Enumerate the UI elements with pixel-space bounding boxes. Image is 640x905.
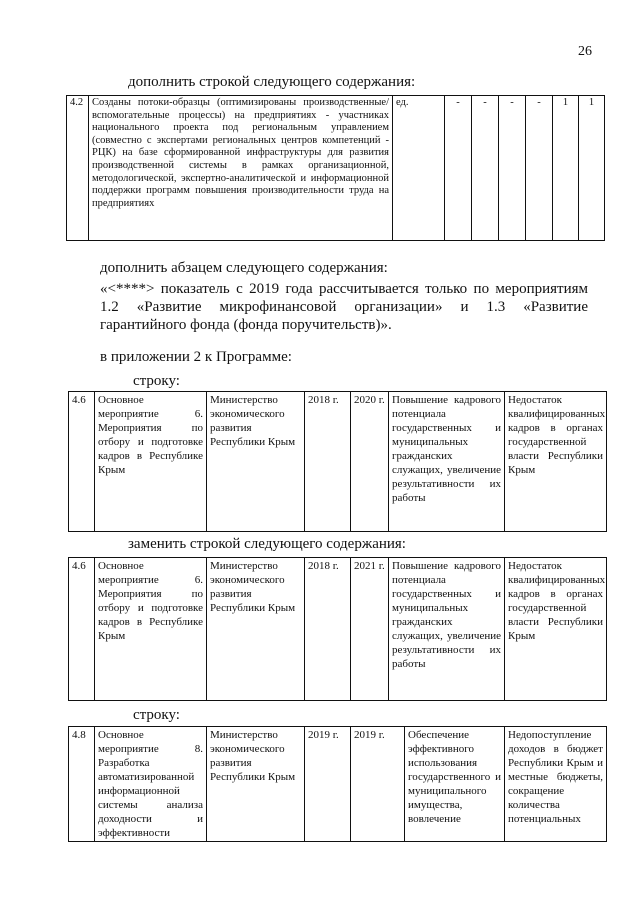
executor: Министерство экономического развития Республики Крым bbox=[207, 392, 305, 532]
indicator-number: 4.2 bbox=[67, 96, 89, 241]
start-year: 2018 г. bbox=[305, 558, 351, 701]
indicator-value: 1 bbox=[553, 96, 579, 241]
program-row-table-old bbox=[68, 391, 607, 532]
footnote-paragraph: «<****> показатель с 2019 года рассчитывается только по мероприятиям 1.2 «Развитие микрофинансовой организации» и 1.3 «Развитие гарантийного фонда (фонда поручительств)». bbox=[100, 281, 588, 333]
consequence: Недостаток квалифицированных кадров в органах государственной власти Республики Крым bbox=[505, 392, 607, 532]
executor: Министерство экономического развития Республики Крым bbox=[207, 727, 305, 842]
event-name: Основное мероприятие 8. Разработка автоматизированной информационной системы анализа доходности и эффективности bbox=[95, 727, 207, 842]
indicator-value: - bbox=[472, 96, 499, 241]
expected-result: Обеспечение эффективного использования государственного и муниципального имущества, вовлечение bbox=[405, 727, 505, 842]
executor: Министерство экономического развития Республики Крым bbox=[207, 558, 305, 701]
end-year: 2019 г. bbox=[351, 727, 405, 842]
row-number: 4.6 bbox=[69, 558, 95, 701]
indicator-value: - bbox=[445, 96, 472, 241]
expected-result: Повышение кадрового потенциала государственных и муниципальных гражданских служащих, увеличение результативности их работы bbox=[389, 392, 505, 532]
indicator-unit: ед. bbox=[393, 96, 445, 241]
replace-heading: заменить строкой следующего содержания: bbox=[128, 536, 406, 552]
intro-add-paragraph: дополнить абзацем следующего содержания: bbox=[100, 260, 388, 276]
row-label: строку: bbox=[133, 707, 180, 723]
indicator-text: Созданы потоки-образцы (оптимизированы производственные/вспомогательные процессы) на предприятиях - участниках национального проекта под региональным управлением (совместно с экспертами региональных центров компетенций - РЦК) на базе сформированной инфраструктуры для развития производственной системы в рамках организационной, методологической, экспертно-аналитической и информационной поддержки программ повышения производительности труда на предприятиях bbox=[89, 96, 393, 241]
consequence: Недостаток квалифицированных кадров в органах государственной власти Республики Крым bbox=[505, 558, 607, 701]
program-row-table-4-8 bbox=[68, 726, 607, 842]
consequence: Недопоступление доходов в бюджет Республики Крым и местные бюджеты, сокращение количества потенциальных bbox=[505, 727, 607, 842]
indicator-value: 1 bbox=[579, 96, 605, 241]
end-year: 2020 г. bbox=[351, 392, 389, 532]
indicator-table bbox=[66, 95, 605, 241]
indicator-value: - bbox=[526, 96, 553, 241]
appendix-heading: в приложении 2 к Программе: bbox=[100, 349, 292, 365]
intro-add-row: дополнить строкой следующего содержания: bbox=[128, 74, 416, 90]
expected-result: Повышение кадрового потенциала государственных и муниципальных гражданских служащих, увеличение результативности их работы bbox=[389, 558, 505, 701]
start-year: 2019 г. bbox=[305, 727, 351, 842]
page-number: 26 bbox=[578, 44, 592, 59]
indicator-value: - bbox=[499, 96, 526, 241]
row-label: строку: bbox=[133, 373, 180, 389]
end-year: 2021 г. bbox=[351, 558, 389, 701]
event-name: Основное мероприятие 6. Мероприятия по отбору и подготовке кадров в Республике Крым bbox=[95, 558, 207, 701]
event-name: Основное мероприятие 6. Мероприятия по отбору и подготовке кадров в Республике Крым bbox=[95, 392, 207, 532]
start-year: 2018 г. bbox=[305, 392, 351, 532]
row-number: 4.6 bbox=[69, 392, 95, 532]
row-number: 4.8 bbox=[69, 727, 95, 842]
program-row-table-new bbox=[68, 557, 607, 701]
